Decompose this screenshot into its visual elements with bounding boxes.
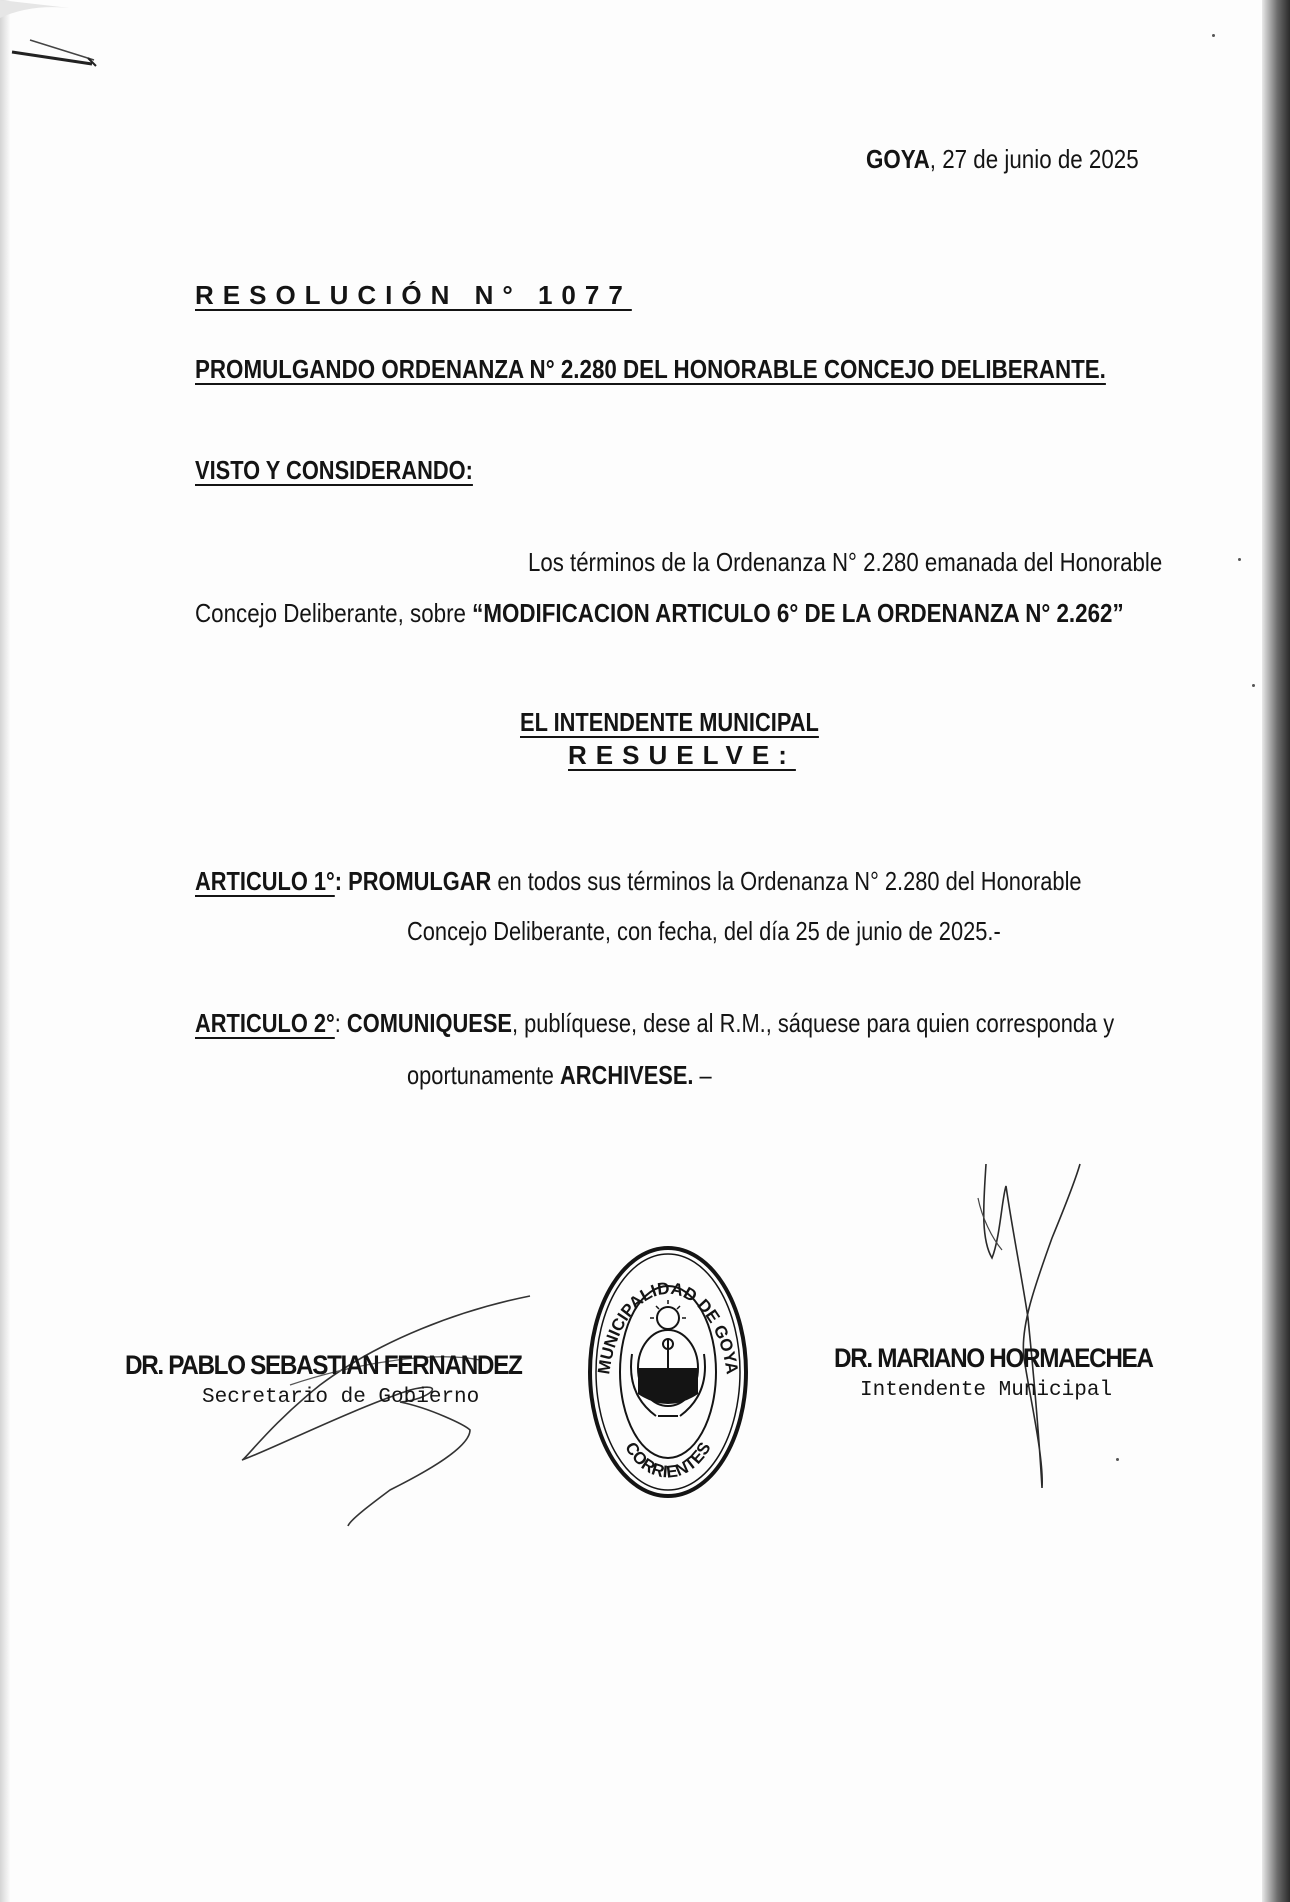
visto-paragraph-line-2: [195, 598, 1275, 629]
visto-paragraph-line-1: Los términos de la Ordenanza N° 2.280 emanada del Honorable: [528, 547, 1163, 577]
article-1-text: en todos sus términos la Ordenanza N° 2.280 del Honorable: [491, 866, 1082, 896]
paper-speck: [1252, 684, 1255, 687]
visto-ordinance-subject: “MODIFICACION ARTICULO 6° DE LA ORDENANZA N° 2.262”: [472, 598, 1124, 628]
paper-speck: [1238, 558, 1241, 561]
signature-left: [230, 1290, 550, 1530]
article-2-text: , publíquese, dese al R.M., sáquese para quien corresponda y: [511, 1008, 1115, 1038]
date-text: , 27 de junio de 2025: [929, 144, 1139, 174]
signatory-1-title: Secretario de Gobierno: [202, 1386, 480, 1409]
article-2-archivese: ARCHIVESE.: [559, 1060, 694, 1090]
visto-heading: VISTO Y CONSIDERANDO:: [195, 455, 473, 485]
paper-speck: [1212, 34, 1215, 37]
article-2-line-2: oportunamente ARCHIVESE. –: [407, 1060, 712, 1090]
intendente-heading: EL INTENDENTE MUNICIPAL: [520, 707, 819, 737]
article-2-label: ARTICULO 2°: [195, 1008, 335, 1038]
visto-line2-prefix: Concejo Deliberante, sobre: [195, 598, 473, 628]
page-right-edge-shadow: [1262, 0, 1290, 1902]
article-1-line-1: ARTICULO 1°: PROMULGAR en todos sus términos la Ordenanza N° 2.280 del Honorable: [195, 866, 1082, 896]
article-1-label: ARTICULO 1°: [195, 866, 335, 896]
page-left-edge: [0, 0, 10, 1902]
signatory-1-name: DR. PABLO SEBASTIAN FERNANDEZ: [125, 1350, 522, 1380]
article-2-line-1: ARTICULO 2°: COMUNIQUESE, publíquese, dese al R.M., sáquese para quien corresponda y: [195, 1008, 1115, 1038]
seal-top-text: MUNICIPALIDAD DE GOYA: [594, 1278, 742, 1376]
paper-speck: [1116, 1458, 1119, 1461]
seal-bottom-text: CORRIENTES: [621, 1438, 715, 1482]
signatory-2-title: Intendente Municipal: [860, 1379, 1113, 1402]
municipal-seal: [586, 1244, 750, 1500]
signatory-2-name: DR. MARIANO HORMAECHEA: [834, 1343, 1153, 1373]
resolution-title: RESOLUCIÓN N° 1077: [195, 280, 632, 310]
date-line: [866, 144, 1183, 175]
article-2-lead: COMUNIQUESE: [346, 1008, 512, 1038]
date-city: GOYA: [866, 144, 930, 174]
article-1-lead: PROMULGAR: [348, 866, 492, 896]
resolution-subject: PROMULGANDO ORDENANZA N° 2.280 DEL HONORABLE CONCEJO DELIBERANTE.: [195, 354, 1106, 384]
article-1-line-2: Concejo Deliberante, con fecha, del día 25 de junio de 2025.-: [407, 916, 1001, 946]
corner-staple-mark: [0, 0, 120, 70]
resuelve-heading: RESUELVE:: [568, 740, 796, 770]
signature-right: [972, 1158, 1092, 1498]
